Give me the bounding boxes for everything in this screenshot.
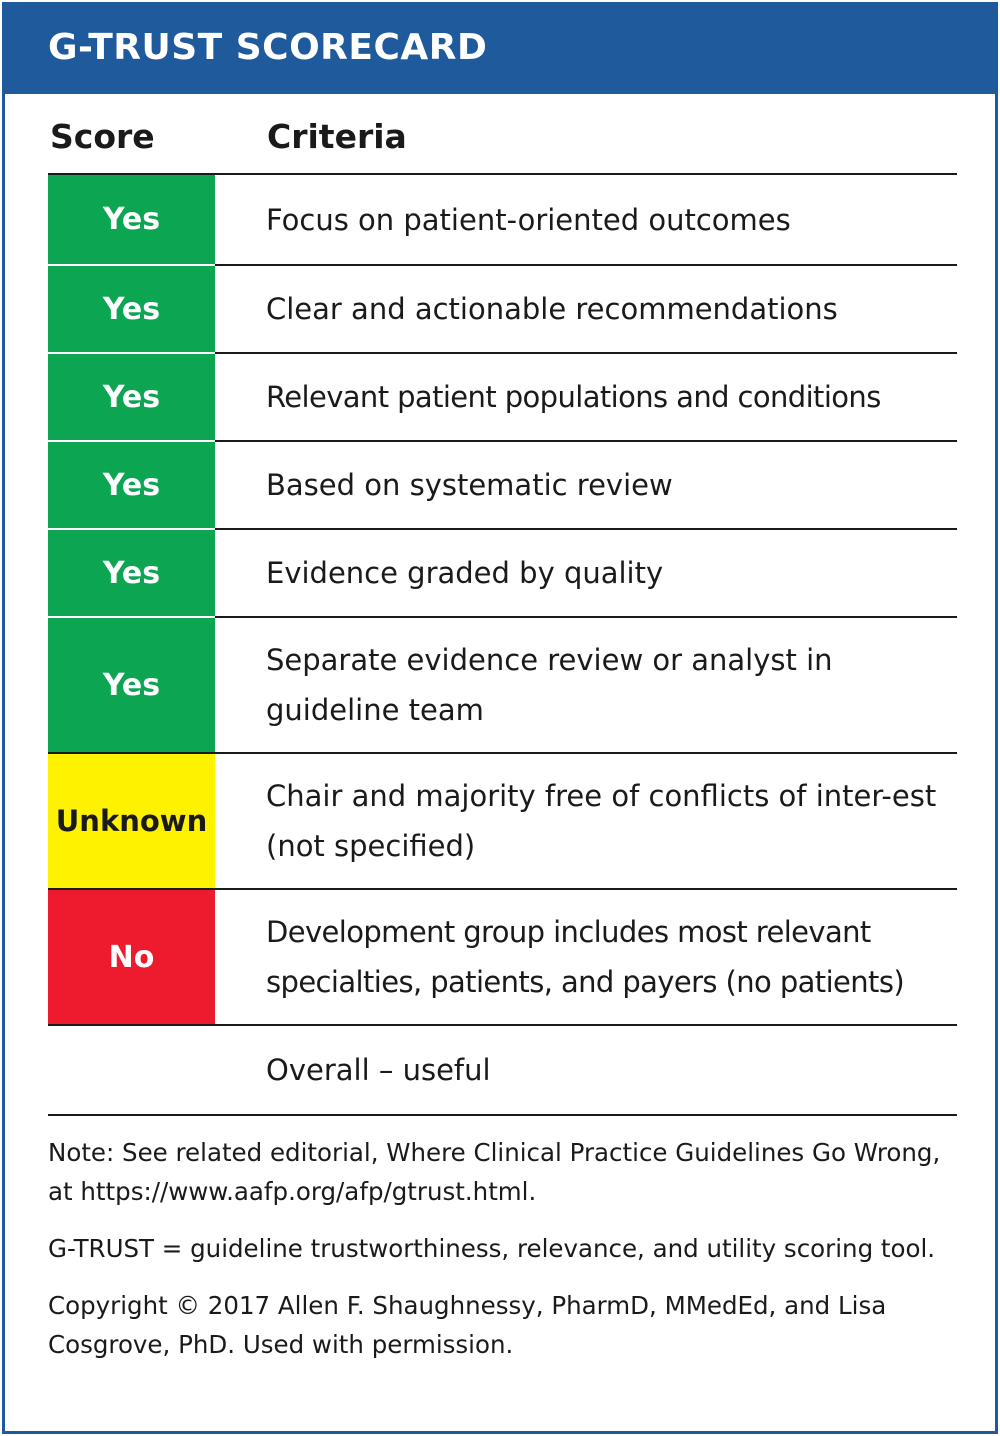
table-row — [48, 618, 957, 752]
criteria-text: Separate evidence review or analyst in guideline team — [266, 643, 833, 727]
table-row — [48, 754, 957, 888]
score-badge-yes: Yes — [48, 354, 215, 440]
table-row — [48, 175, 957, 264]
abbreviation-note: G-TRUST = guideline trustworthiness, relevance, and utility scoring tool. — [48, 1234, 936, 1263]
overall-row — [48, 1026, 957, 1114]
score-badge-yes: Yes — [48, 442, 215, 528]
scorecard — [2, 2, 998, 1434]
criteria-text: Based on systematic review — [266, 468, 673, 502]
overall-rule — [48, 1114, 957, 1116]
criteria-text: Evidence graded by quality — [266, 556, 664, 590]
table-row — [48, 890, 957, 1024]
overall-verdict: Overall – useful — [266, 1053, 491, 1087]
score-badge-yes: Yes — [48, 266, 215, 352]
title-banner — [5, 5, 995, 94]
column-header-criteria: Criteria — [267, 117, 407, 156]
score-badge-yes: Yes — [48, 618, 215, 752]
table-row — [48, 354, 957, 440]
score-badge-unknown: Unknown — [48, 754, 215, 888]
editorial-note: Note: See related editorial, Where Clinical Practice Guidelines Go Wrong, at https://www.aafp.org/afp/gtrust.html. — [48, 1138, 941, 1206]
column-header-score: Score — [50, 117, 155, 156]
table-row — [48, 442, 957, 528]
copyright-note: Copyright © 2017 Allen F. Shaughnessy, PharmD, MMedEd, and Lisa Cosgrove, PhD. Used with permission. — [48, 1291, 887, 1359]
table-row — [48, 530, 957, 616]
criteria-text: Focus on patient-oriented outcomes — [266, 202, 791, 237]
criteria-text: Development group includes most relevant specialties, patients, and payers (no patients) — [266, 915, 905, 999]
scorecard-title: G-TRUST SCORECARD — [48, 27, 488, 68]
criteria-text: Clear and actionable recommendations — [266, 292, 838, 326]
score-badge-yes: Yes — [48, 175, 215, 264]
criteria-text: Relevant patient populations and conditions — [266, 380, 881, 414]
criteria-text: Chair and majority free of conflicts of inter-est (not specified) — [266, 779, 937, 863]
footnotes — [48, 1133, 958, 1382]
table-row — [48, 266, 957, 352]
score-badge-no: No — [48, 890, 215, 1024]
score-badge-yes: Yes — [48, 530, 215, 616]
